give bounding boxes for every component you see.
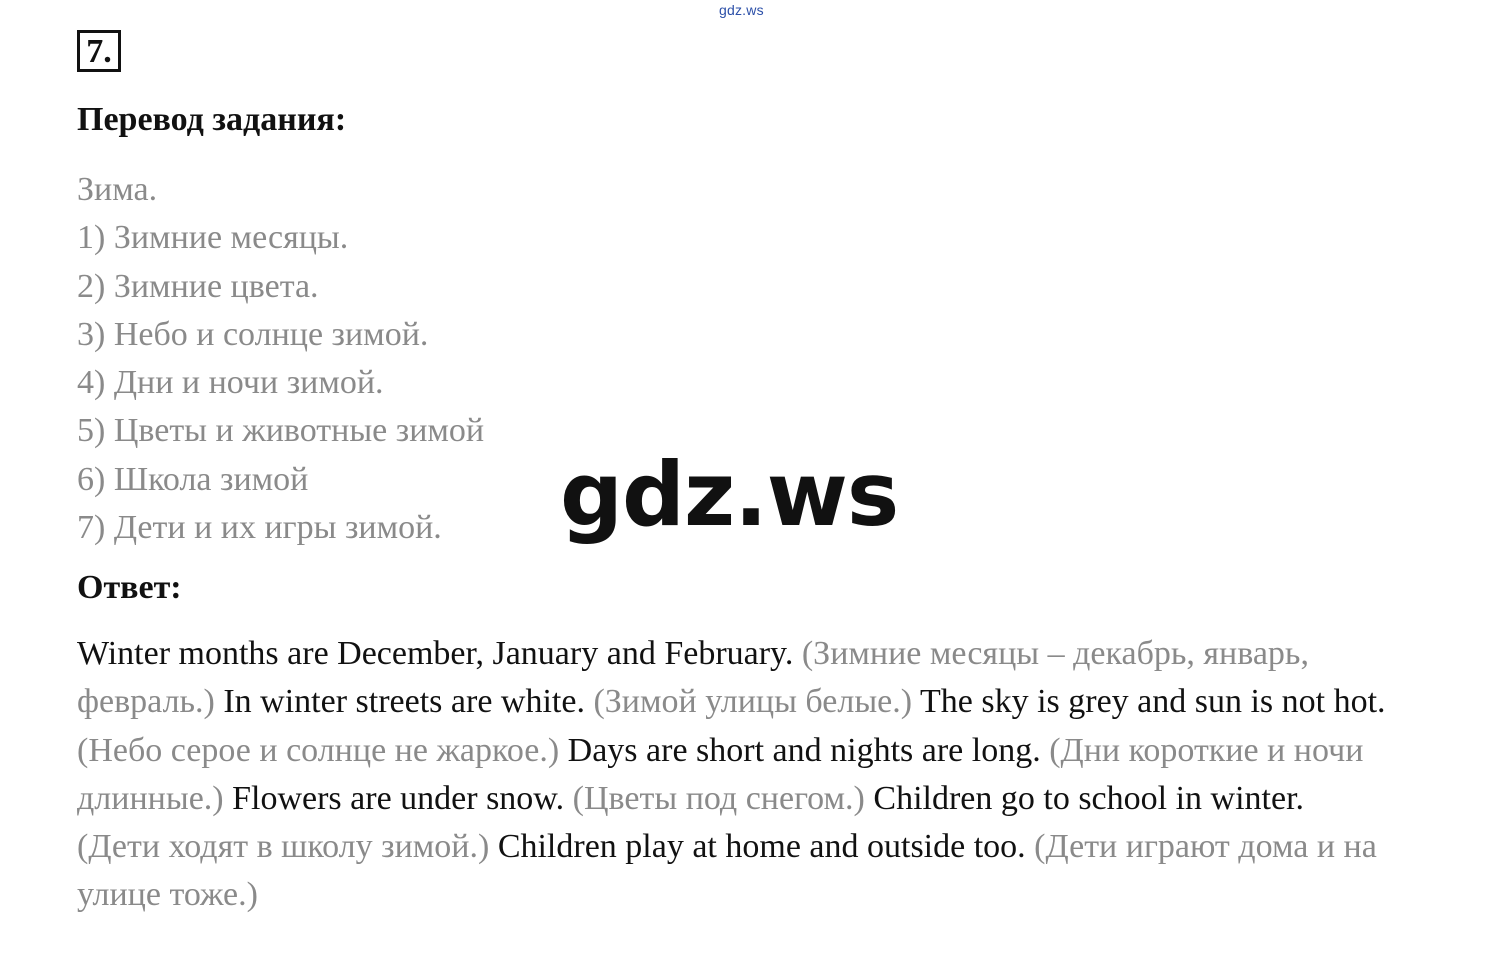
site-watermark-center: gdz.ws xyxy=(560,443,899,546)
answer-sentence-ru: (Небо серое и солнце не жаркое.) xyxy=(77,731,560,769)
task-item: 2) Зимние цвета. xyxy=(77,267,319,305)
task-number-box: 7. xyxy=(77,30,121,72)
answer-paragraph xyxy=(77,630,1387,920)
answer-sentence-ru: (Дети ходят в школу зимой.) xyxy=(77,828,490,866)
answer-sentence-ru: (Дни короткие и ночи длинные.) xyxy=(77,731,1364,817)
answer-sentence-en: Children play at home and outside too. xyxy=(497,828,1026,866)
answer-heading: Ответ: xyxy=(77,569,182,606)
task-item: 1) Зимние месяцы. xyxy=(77,219,349,257)
task-item: 3) Небо и солнце зимой. xyxy=(77,315,429,353)
answer-sentence-en: Winter months are December, January and February. xyxy=(77,635,794,672)
task-item: 4) Дни и ночи зимой. xyxy=(77,364,384,402)
answer-sentence-ru: (Зимние месяцы – декабрь, январь, февраль.) xyxy=(77,635,1309,721)
answer-sentence-en: In winter streets are white. xyxy=(223,683,585,721)
answer-sentence-en: Days are short and nights are long. xyxy=(567,731,1041,769)
task-item: 6) Школа зимой xyxy=(77,460,309,498)
answer-sentence-en: The sky is grey and sun is not hot. xyxy=(919,683,1386,721)
answer-sentence-ru: (Зимой улицы белые.) xyxy=(593,683,913,721)
task-title: Зима. xyxy=(77,171,158,208)
answer-sentence-ru: (Дети играют дома и на улице тоже.) xyxy=(77,828,1377,914)
answer-sentence-en: Flowers are under snow. xyxy=(232,779,565,817)
task-item: 7) Дети и их игры зимой. xyxy=(77,509,442,547)
task-item: 5) Цветы и животные зимой xyxy=(77,412,485,450)
task-translation-list xyxy=(77,166,484,552)
answer-sentence-en: Children go to school in winter. xyxy=(873,779,1305,817)
answer-sentence-ru: (Цветы под снегом.) xyxy=(572,779,865,817)
translation-heading: Перевод задания: xyxy=(77,101,347,138)
site-watermark-top: gdz.ws xyxy=(719,2,764,18)
